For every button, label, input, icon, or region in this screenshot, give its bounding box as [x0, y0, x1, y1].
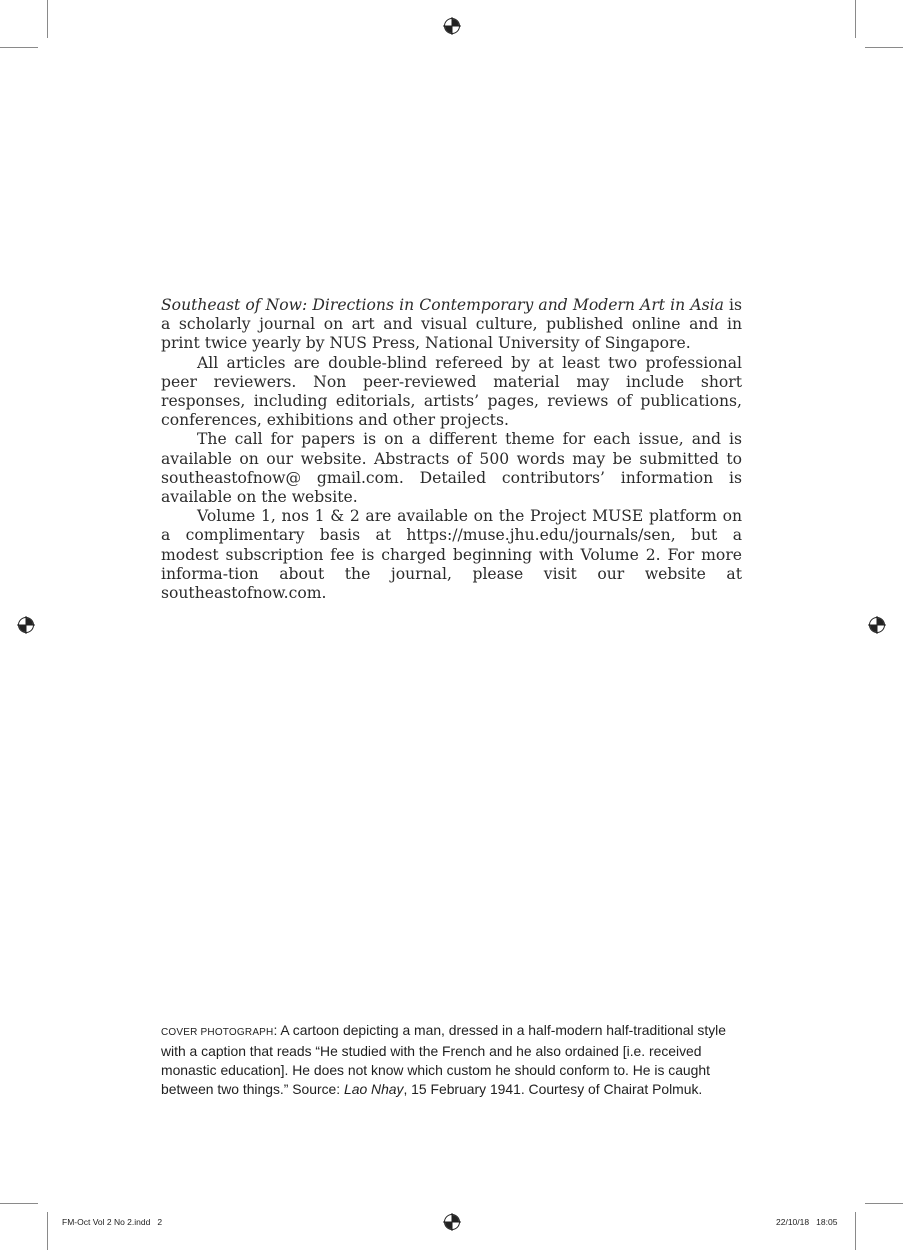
crop-mark [865, 1203, 903, 1204]
caption-colon: : [273, 1022, 278, 1038]
journal-description [161, 296, 742, 603]
crop-mark [0, 47, 38, 48]
paragraph-call-for-papers: The call for papers is on a different theme for each issue, and is available on our website. Abstracts of 500 words may be submitted to southeastofnow@ gmail.com. Detailed contributors’ information is available on the website. [161, 430, 742, 507]
paragraph-intro-text: is a scholarly journal on art and visual culture, published online and in print twice yearly by NUS Press, National University of Singapore. [161, 296, 742, 353]
caption-source-title: Lao Nhay [344, 1081, 404, 1097]
paragraph-review: All articles are double-blind refereed by at least two professional peer reviewers. Non peer-reviewed material may include short responses, including editorials, artists’ pages, reviews of publications, conferences, exhibitions and other projects. [161, 353, 742, 430]
crop-mark [855, 1212, 856, 1250]
caption-label: COVER PHOTOGRAPH [161, 1027, 274, 1038]
crop-mark [47, 1212, 48, 1250]
caption-text: A cartoon depicting a man, dressed in a half-modern half-traditional style with a caption that reads “He studied with the French and he also ordained [i.e. received monastic education]. He does not know which custom he should conform to. He is caught between two things.” Source: [161, 1022, 726, 1097]
paragraph-access: Volume 1, nos 1 & 2 are available on the Project MUSE platform on a complimentary basis at https://muse.jhu.edu/journals/sen, but a modest subscription fee is charged beginning with Volume 2. For more informa-tion about the journal, please visit our website at southeastofnow.com. [161, 507, 742, 603]
crop-mark [0, 1203, 38, 1204]
crop-mark [855, 0, 856, 38]
slug-filename: FM-Oct Vol 2 No 2.indd 2 [62, 1217, 163, 1227]
registration-mark-icon [443, 17, 461, 35]
paragraph-intro [161, 296, 742, 354]
registration-mark-icon [17, 616, 35, 634]
slug-datetime: 22/10/18 18:05 [776, 1217, 838, 1227]
caption-text-end: , 15 February 1941. Courtesy of Chairat Polmuk. [403, 1081, 703, 1097]
registration-mark-icon [443, 1213, 461, 1231]
cover-caption [161, 1021, 751, 1099]
crop-mark [865, 47, 903, 48]
journal-title: Southeast of Now: Directions in Contemporary and Modern Art in Asia [161, 296, 724, 314]
crop-mark [47, 0, 48, 38]
registration-mark-icon [868, 616, 886, 634]
